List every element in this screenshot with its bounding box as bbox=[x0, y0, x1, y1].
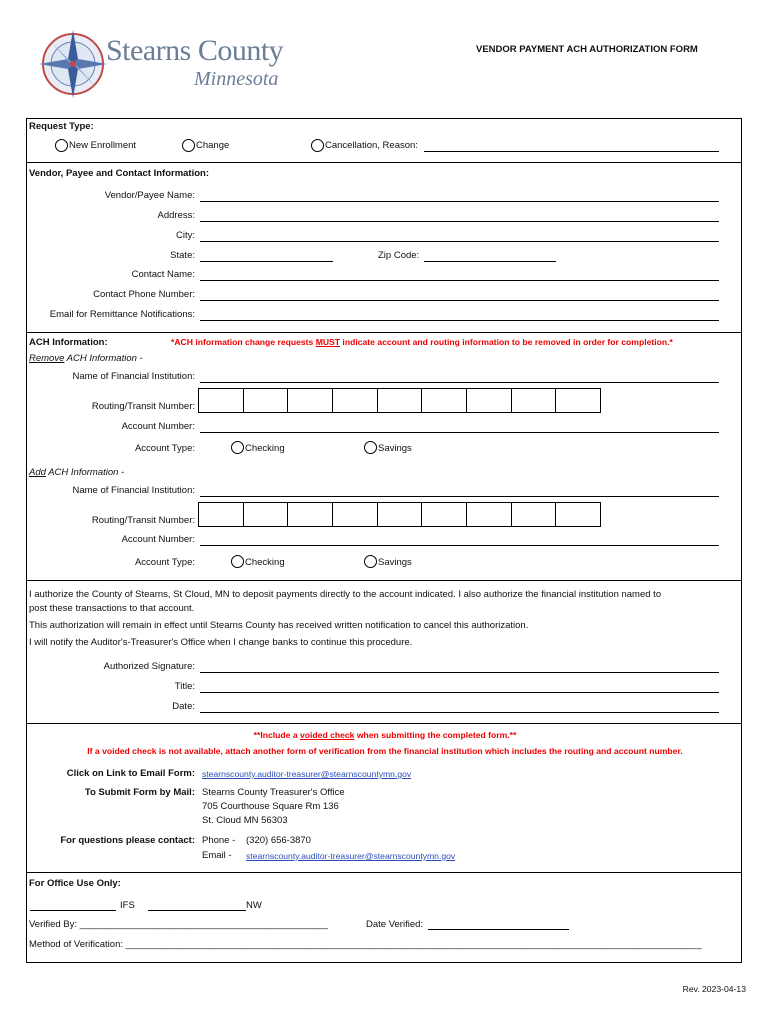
remove-checking-label: Checking bbox=[245, 443, 285, 454]
ach-notice-must: MUST bbox=[315, 337, 341, 347]
signature-label: Authorized Signature: bbox=[103, 661, 195, 672]
cancellation-label: Cancellation, Reason: bbox=[325, 140, 418, 151]
contact-email-label: Email - bbox=[202, 850, 232, 861]
ifs-field[interactable] bbox=[30, 910, 116, 911]
add-ach-heading: Add ACH Information - bbox=[29, 467, 125, 478]
new-enrollment-label: New Enrollment bbox=[69, 140, 137, 151]
vendor-heading: Vendor, Payee and Contact Information: bbox=[29, 168, 210, 179]
contact-name-field[interactable] bbox=[200, 280, 719, 281]
date-verified-label: Date Verified: bbox=[366, 919, 424, 930]
new-enrollment-radio[interactable] bbox=[55, 139, 68, 152]
remove-routing-boxes[interactable] bbox=[198, 388, 601, 413]
cancellation-radio[interactable] bbox=[311, 139, 324, 152]
title-label: Title: bbox=[174, 681, 195, 692]
vendor-name-field[interactable] bbox=[200, 201, 719, 202]
add-institution-label: Name of Financial Institution: bbox=[72, 485, 195, 496]
section-divider bbox=[26, 723, 742, 724]
email-remittance-label: Email for Remittance Notifications: bbox=[49, 309, 195, 320]
add-checking-label: Checking bbox=[245, 557, 285, 568]
add-savings-label: Savings bbox=[378, 557, 412, 568]
verification-method: Method of Verification: _____________________________________________________________________________________________________________ bbox=[29, 939, 702, 950]
state-label: State: bbox=[170, 250, 195, 261]
add-checking-radio[interactable] bbox=[231, 555, 244, 568]
email-remittance-field[interactable] bbox=[200, 320, 719, 321]
remove-institution-field[interactable] bbox=[200, 382, 719, 383]
remove-account-type-label: Account Type: bbox=[134, 443, 195, 454]
nw-label: NW bbox=[246, 900, 262, 911]
remove-account-label: Account Number: bbox=[121, 421, 195, 432]
authorization-text-3: This authorization will remain in effect until Stearns County has received written notification to cancel this authorization. bbox=[29, 620, 529, 631]
section-divider bbox=[26, 580, 742, 581]
city-field[interactable] bbox=[200, 241, 719, 242]
add-savings-radio[interactable] bbox=[364, 555, 377, 568]
logo-name: Stearns County bbox=[106, 34, 284, 67]
state-field[interactable] bbox=[200, 261, 333, 262]
logo bbox=[36, 28, 298, 100]
alternate-verification-note: If a voided check is not available, attach another form of verification from the financial institution which includes the routing and account number. bbox=[87, 746, 683, 756]
zip-label: Zip Code: bbox=[378, 250, 420, 261]
remove-routing-label: Routing/Transit Number: bbox=[91, 401, 195, 412]
email-form-label: Click on Link to Email Form: bbox=[66, 768, 195, 779]
change-label: Change bbox=[196, 140, 230, 151]
office-use-heading: For Office Use Only: bbox=[29, 878, 121, 889]
address-field[interactable] bbox=[200, 221, 719, 222]
voided-check-note: **Include a voided check when submitting the completed form.** bbox=[253, 730, 517, 740]
mail-line-1: Stearns County Treasurer's Office bbox=[202, 787, 345, 798]
ifs-label: IFS bbox=[120, 900, 135, 911]
contact-phone-field[interactable] bbox=[200, 300, 719, 301]
ach-heading: ACH Information: bbox=[29, 337, 108, 348]
signature-field[interactable] bbox=[200, 672, 719, 673]
contact-label: For questions please contact: bbox=[60, 835, 195, 846]
title-field[interactable] bbox=[200, 692, 719, 693]
city-label: City: bbox=[176, 230, 195, 241]
email-form-link[interactable]: stearnscounty.auditor-treasurer@stearnscountymn.gov bbox=[202, 769, 412, 779]
cancellation-reason-field[interactable] bbox=[424, 151, 719, 152]
vendor-name-label: Vendor/Payee Name: bbox=[104, 190, 195, 201]
date-verified-field[interactable] bbox=[428, 929, 569, 930]
authorization-text-2: post these transactions to that account. bbox=[29, 603, 195, 614]
section-divider bbox=[26, 872, 742, 873]
add-account-label: Account Number: bbox=[121, 534, 195, 545]
verified-by: Verified By: _______________________________________________ bbox=[29, 919, 329, 930]
section-divider bbox=[26, 332, 742, 333]
remove-account-field[interactable] bbox=[200, 432, 719, 433]
authorization-text-1: I authorize the County of Stearns, St Cloud, MN to deposit payments directly to the account indicated. I also authorize the financial institution named to bbox=[29, 589, 662, 600]
add-account-type-label: Account Type: bbox=[134, 557, 195, 568]
contact-email-link[interactable]: stearnscounty.auditor-treasurer@stearnscountymn.gov bbox=[246, 851, 456, 861]
mail-label: To Submit Form by Mail: bbox=[84, 787, 195, 798]
remove-savings-radio[interactable] bbox=[364, 441, 377, 454]
revision-date: Rev. 2023-04-13 bbox=[682, 984, 746, 994]
nw-field[interactable] bbox=[148, 910, 246, 911]
voided-check-link: voided check bbox=[300, 730, 355, 740]
zip-field[interactable] bbox=[424, 261, 556, 262]
remove-checking-radio[interactable] bbox=[231, 441, 244, 454]
add-routing-label: Routing/Transit Number: bbox=[91, 515, 195, 526]
remove-institution-label: Name of Financial Institution: bbox=[72, 371, 195, 382]
add-account-field[interactable] bbox=[200, 545, 719, 546]
contact-phone-label: Contact Phone Number: bbox=[93, 289, 195, 300]
address-label: Address: bbox=[157, 210, 195, 221]
remove-savings-label: Savings bbox=[378, 443, 412, 454]
add-institution-field[interactable] bbox=[200, 496, 719, 497]
ach-notice: *ACH information change requests MUST indicate account and routing information to be removed in order for completion.* bbox=[171, 337, 673, 347]
date-label: Date: bbox=[172, 701, 195, 712]
change-radio[interactable] bbox=[182, 139, 195, 152]
section-divider bbox=[26, 162, 742, 163]
compass-rose-icon bbox=[36, 28, 110, 100]
authorization-text-4: I will notify the Auditor's-Treasurer's Office when I change banks to continue this procedure. bbox=[29, 637, 413, 648]
date-field[interactable] bbox=[200, 712, 719, 713]
form-title: VENDOR PAYMENT ACH AUTHORIZATION FORM bbox=[476, 44, 698, 55]
mail-line-2: 705 Courthouse Square Rm 136 bbox=[202, 801, 339, 812]
mail-line-3: St. Cloud MN 56303 bbox=[202, 815, 288, 826]
add-routing-boxes[interactable] bbox=[198, 502, 601, 527]
contact-name-label: Contact Name: bbox=[131, 269, 195, 280]
request-type-heading: Request Type: bbox=[29, 121, 94, 132]
phone-label: Phone - bbox=[202, 835, 236, 846]
logo-subtitle: Minnesota bbox=[194, 68, 279, 90]
remove-ach-heading: Remove ACH Information - bbox=[29, 353, 143, 364]
phone-value: (320) 656-3870 bbox=[246, 835, 311, 846]
